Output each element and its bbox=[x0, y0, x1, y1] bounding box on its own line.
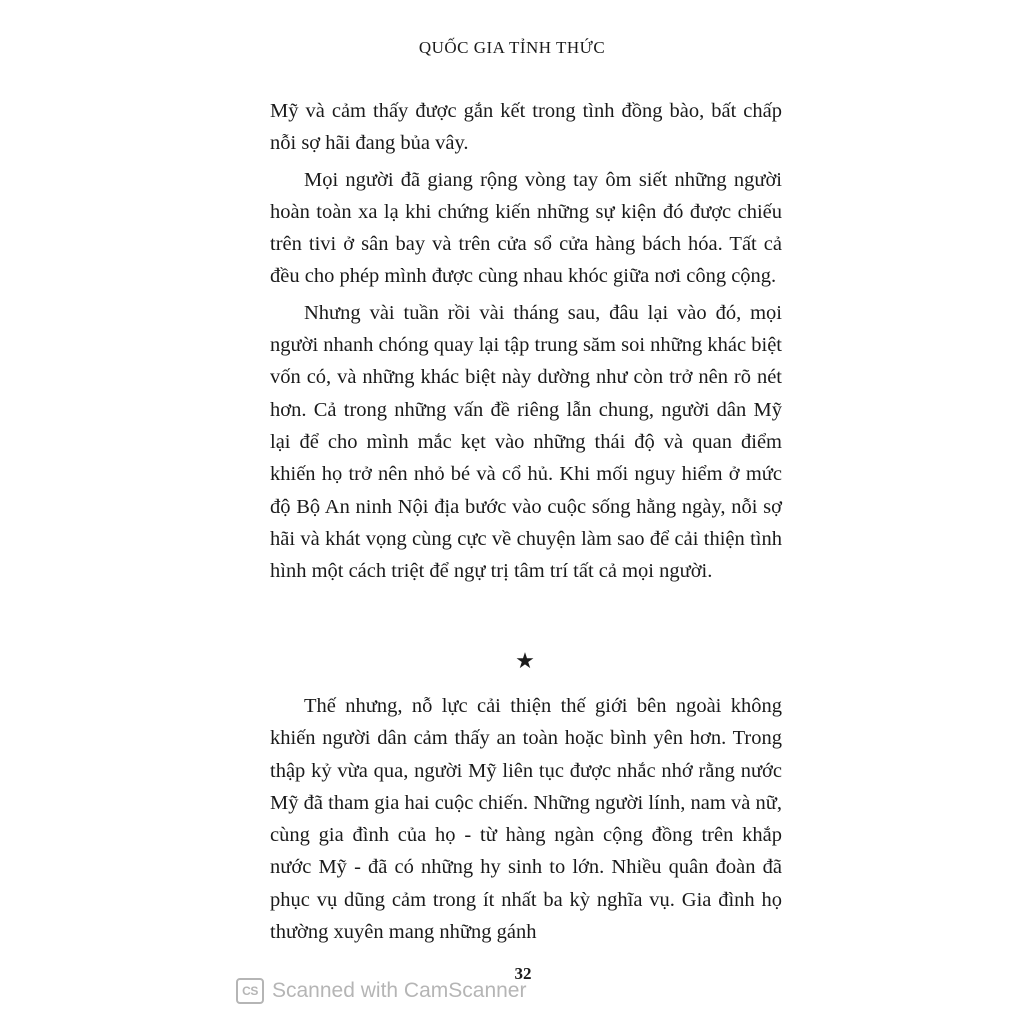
body-text-bottom bbox=[270, 690, 782, 952]
paragraph-continuation: Mỹ và cảm thấy được gắn kết trong tình đồng bào, bất chấp nỗi sợ hãi đang bủa vây. bbox=[270, 100, 782, 155]
paragraph: Mọi người đã giang rộng vòng tay ôm siết những người hoàn toàn xa lạ khi chứng kiến những sự kiện đó được chiếu trên tivi ở sân bay và trên cửa sổ cửa hàng bách hóa. Tất cả đều cho phép mình được cùng nhau khóc giữa nơi công cộng. bbox=[270, 168, 782, 288]
page-number: 32 bbox=[514, 964, 532, 983]
camscanner-logo-icon: CS bbox=[236, 978, 264, 1004]
running-header: QUỐC GIA TỈNH THỨC bbox=[418, 38, 606, 57]
section-break-star-icon: ★ bbox=[515, 648, 535, 673]
paragraph: Thế nhưng, nỗ lực cải thiện thế giới bên ngoài không khiến người dân cảm thấy an toàn hoặc bình yên hơn. Trong thập kỷ vừa qua, người Mỹ liên tục được nhắc nhớ rằng nước Mỹ đã tham gia hai cuộc chiến. Những người lính, nam và nữ, cùng gia đình của họ - từ hàng ngàn cộng đồng trên khắp nước Mỹ - đã có những hy sinh to lớn. Nhiều quân đoàn đã phục vụ dũng cảm trong ít nhất ba kỳ nghĩa vụ. Gia đình họ thường xuyên mang những gánh bbox=[270, 695, 782, 944]
watermark-text: Scanned with CamScanner bbox=[272, 979, 527, 1002]
body-text-top bbox=[270, 95, 782, 591]
paragraph: Nhưng vài tuần rồi vài tháng sau, đâu lại vào đó, mọi người nhanh chóng quay lại tập trung săm soi những khác biệt vốn có, và những khác biệt này dường như còn trở nên rõ nét hơn. Cả trong những vấn đề riêng lẫn chung, người dân Mỹ lại để cho mình mắc kẹt vào những thái độ và quan điểm khiến họ trở nên nhỏ bé và cổ hủ. Khi mối nguy hiểm ở mức độ Bộ An ninh Nội địa bước vào cuộc sống hằng ngày, nỗi sợ hãi và khát vọng cùng cực về chuyện làm sao để cải thiện tình hình một cách triệt để ngự trị tâm trí tất cả mọi người. bbox=[270, 301, 782, 583]
camscanner-watermark bbox=[236, 976, 526, 1006]
